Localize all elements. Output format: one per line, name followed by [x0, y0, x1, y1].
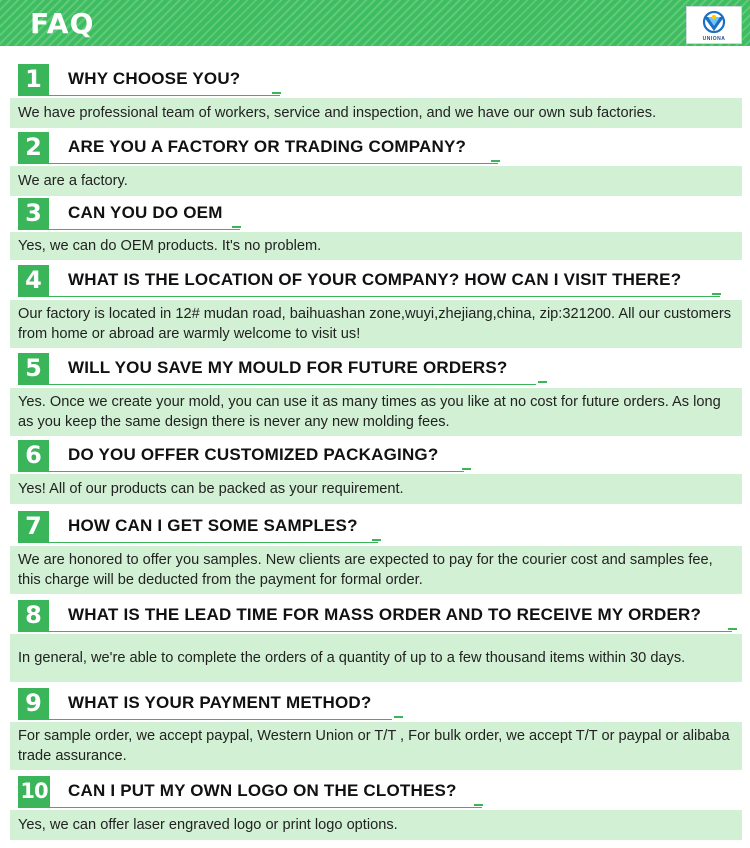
answer-text: We are honored to offer you samples. New clients are expected to pay for the courier cost and samples fee, this charge will be deducted from the payment for formal order. — [18, 552, 713, 588]
underline-tick — [474, 804, 483, 806]
question-text: DO YOU OFFER CUSTOMIZED PACKAGING? — [68, 445, 439, 464]
question-number-badge: 3 — [18, 198, 49, 229]
answer-text: We are a factory. — [18, 173, 128, 189]
page-title: FAQ — [30, 7, 95, 40]
underline-tick — [394, 716, 403, 718]
underline-tick — [538, 381, 547, 383]
faq-question-row — [0, 600, 750, 632]
answer-text: We have professional team of workers, service and inspection, and we have our own sub factories. — [18, 105, 657, 121]
answer-text: Yes. Once we create your mold, you can use it as many times as you like at no cost for future orders. As long as you keep the same design there is never any new molding fees. — [18, 394, 721, 430]
question-text: HOW CAN I GET SOME SAMPLES? — [68, 516, 358, 535]
question-underline — [18, 719, 392, 720]
question-underline — [18, 807, 482, 808]
company-logo — [686, 6, 742, 44]
question-underline — [18, 95, 280, 96]
question-number-badge: 4 — [18, 265, 49, 296]
faq-answer-box — [10, 474, 742, 504]
answer-text: For sample order, we accept paypal, Western Union or T/T , For bulk order, we accept T/T or paypal or alibaba trade assurance. — [18, 728, 730, 764]
underline-tick — [728, 628, 737, 630]
faq-answer-box — [10, 232, 742, 260]
question-number-badge: 7 — [18, 511, 49, 542]
question-underline — [18, 631, 732, 632]
faq-answer-box — [10, 388, 742, 436]
faq-answer-box — [10, 166, 742, 196]
faq-answer-box — [10, 300, 742, 348]
question-number-badge: 10 — [18, 776, 50, 807]
question-underline — [18, 229, 240, 230]
faq-question-row — [0, 132, 750, 164]
underline-tick — [712, 293, 721, 295]
question-text: WHAT IS THE LEAD TIME FOR MASS ORDER AND TO RECEIVE MY ORDER? — [68, 605, 702, 624]
question-underline — [18, 542, 378, 543]
answer-text: Yes, we can do OEM products. It's no problem. — [18, 238, 322, 254]
logo-wordmark: UNIONA — [702, 36, 726, 42]
question-number-badge: 1 — [18, 64, 49, 95]
faq-answer-box — [10, 546, 742, 594]
question-text: WHY CHOOSE YOU? — [68, 69, 241, 88]
faq-answer-box — [10, 722, 742, 770]
question-text: CAN I PUT MY OWN LOGO ON THE CLOTHES? — [68, 781, 457, 800]
faq-question-row — [0, 440, 750, 472]
question-underline — [18, 384, 536, 385]
underline-tick — [491, 160, 500, 162]
underline-tick — [232, 226, 241, 228]
question-number-badge: 8 — [18, 600, 49, 631]
faq-question-row — [0, 64, 750, 96]
faq-header-banner — [0, 0, 750, 46]
faq-question-row — [0, 265, 750, 297]
faq-answer-box — [10, 634, 742, 682]
answer-text: In general, we're able to complete the orders of a quantity of up to a few thousand items within 30 days. — [18, 650, 686, 666]
question-number-badge: 6 — [18, 440, 49, 471]
faq-question-row — [0, 688, 750, 720]
answer-text: Yes, we can offer laser engraved logo or print logo options. — [18, 817, 398, 833]
question-text: CAN YOU DO OEM — [68, 203, 223, 222]
question-underline — [18, 471, 464, 472]
question-text: WHAT IS YOUR PAYMENT METHOD? — [68, 693, 372, 712]
faq-question-row — [0, 353, 750, 385]
faq-answer-box — [10, 810, 742, 840]
question-number-badge: 9 — [18, 688, 49, 719]
underline-tick — [462, 468, 471, 470]
question-underline — [18, 296, 720, 297]
question-number-badge: 2 — [18, 132, 49, 163]
question-text: WHAT IS THE LOCATION OF YOUR COMPANY? HOW CAN I VISIT THERE? — [68, 270, 682, 289]
faq-question-row — [0, 776, 750, 808]
underline-tick — [272, 92, 281, 94]
answer-text: Our factory is located in 12# mudan road, baihuashan zone,wuyi,zhejiang,china, zip:321200. All our customers from home or abroad are warmly welcome to visit us! — [18, 306, 732, 342]
faq-answer-box — [10, 98, 742, 128]
question-underline — [18, 163, 498, 164]
underline-tick — [372, 539, 381, 541]
faq-question-row — [0, 511, 750, 543]
faq-question-row — [0, 198, 750, 230]
question-number-badge: 5 — [18, 353, 49, 384]
logo-mark-icon — [687, 9, 741, 39]
answer-text: Yes! All of our products can be packed as your requirement. — [18, 481, 404, 497]
question-text: WILL YOU SAVE MY MOULD FOR FUTURE ORDERS? — [68, 358, 508, 377]
question-text: ARE YOU A FACTORY OR TRADING COMPANY? — [68, 137, 467, 156]
